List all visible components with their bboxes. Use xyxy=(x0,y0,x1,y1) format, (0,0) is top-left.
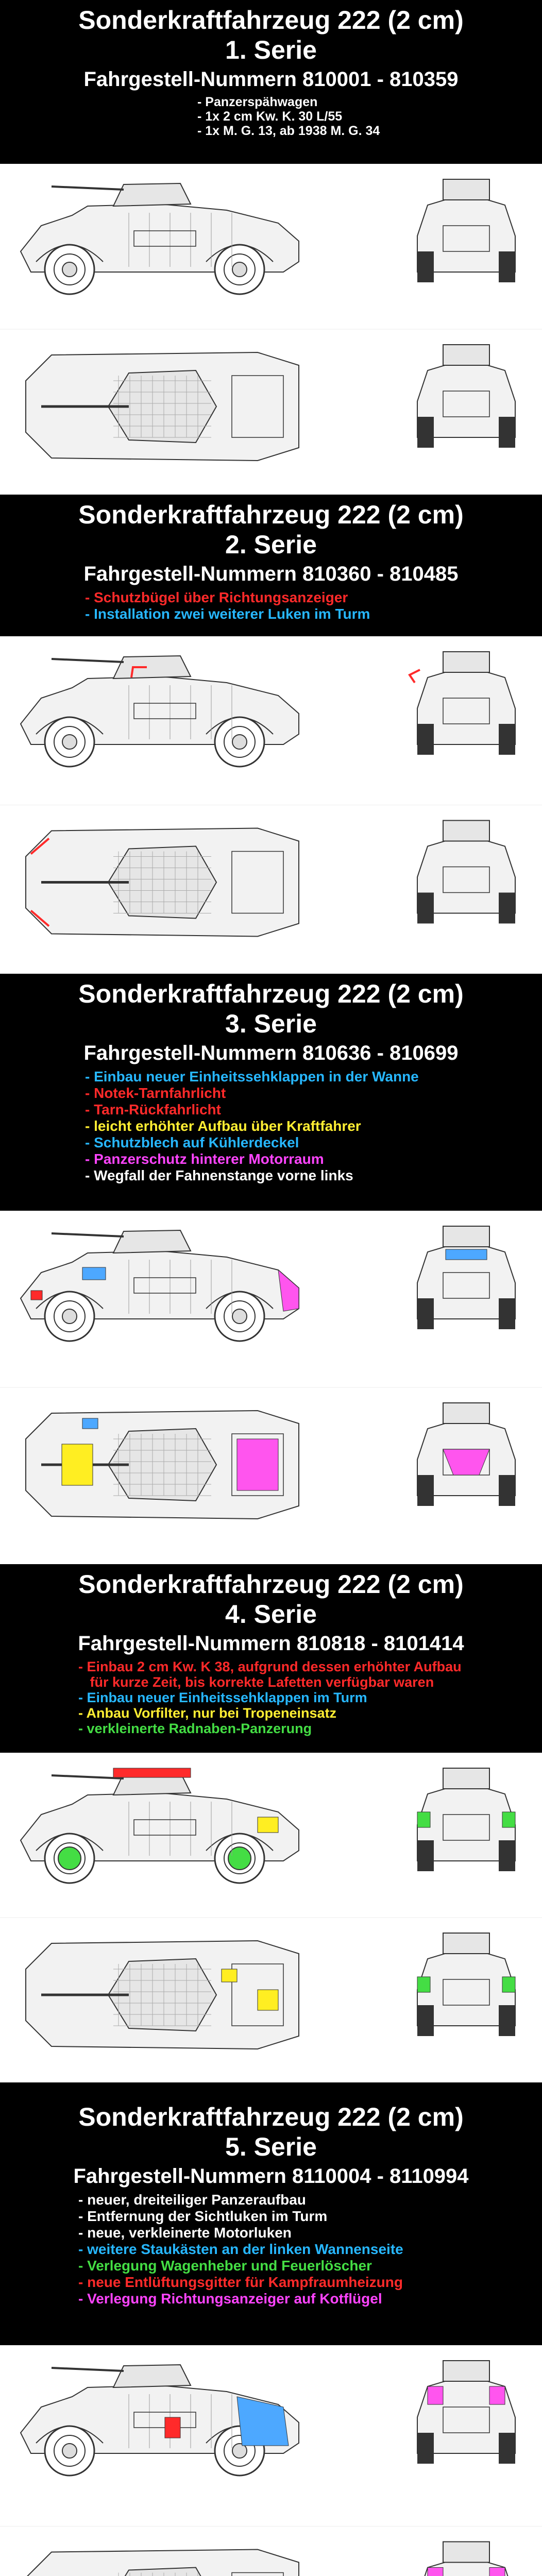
rear-view xyxy=(417,2542,515,2576)
section-series: 2. Serie xyxy=(225,530,317,559)
wheel-hub xyxy=(232,735,247,749)
note-item: - neue, verkleinerte Motorluken xyxy=(78,2225,292,2241)
turret-front xyxy=(443,821,489,841)
section-title: Sonderkraftfahrzeug 222 (2 cm) xyxy=(78,6,464,35)
wheel-hub xyxy=(232,1309,247,1324)
vision-port-highlight xyxy=(82,1267,106,1280)
change-notes xyxy=(0,2192,542,2307)
section-series: 5. Serie xyxy=(225,2132,317,2161)
wheel-hub xyxy=(62,2444,77,2458)
wheel-hub xyxy=(62,262,77,277)
side-view xyxy=(21,183,299,294)
side-view xyxy=(21,1768,299,1883)
side-view xyxy=(21,656,299,767)
note-item: - Verlegung Wagenheber und Feuerlöscher xyxy=(78,2258,372,2274)
turret-side xyxy=(113,183,191,206)
section-chassis-numbers: Fahrgestell-Nummern 810818 - 8101414 xyxy=(78,1632,464,1655)
wheel-hub xyxy=(62,1309,77,1324)
note-item: - Anbau Vorfilter, nur bei Tropeneinsatz xyxy=(78,1705,337,1721)
guard-highlight xyxy=(410,670,420,683)
top-view xyxy=(26,1941,299,2049)
indicator-highlight xyxy=(489,2386,505,2404)
radiator-guard-highlight xyxy=(82,1418,98,1429)
change-notes xyxy=(0,589,542,622)
change-notes xyxy=(0,1659,542,1736)
tyre xyxy=(417,1475,434,1506)
prefilter-highlight xyxy=(258,1990,278,2010)
rear-view xyxy=(417,821,515,924)
engine-armour-highlight xyxy=(237,1439,278,1490)
note-item: - Tarn-Rückfahrlicht xyxy=(85,1101,221,1117)
gun-barrel xyxy=(52,2368,124,2371)
note-item: - Panzerschutz hinterer Motorraum xyxy=(85,1151,324,1167)
top-view xyxy=(26,2550,299,2576)
section-1-header xyxy=(0,0,542,164)
turret-front xyxy=(443,179,489,200)
section-chassis-numbers: Fahrgestell-Nummern 810001 - 810359 xyxy=(83,68,459,91)
turret-front xyxy=(443,345,489,365)
change-notes xyxy=(0,95,542,138)
note-item: - Notek-Tarnfahrlicht xyxy=(85,1085,226,1101)
notek-light-highlight xyxy=(31,1291,42,1300)
section-2-drawings xyxy=(0,636,542,974)
note-item: - Panzerspähwagen xyxy=(197,95,318,109)
turret-front xyxy=(443,1768,489,1789)
section-4-header xyxy=(0,1564,542,1753)
section-4-drawings xyxy=(0,1753,542,2082)
turret-front xyxy=(443,1226,489,1247)
section-series: 1. Serie xyxy=(225,36,317,64)
hub-armour-highlight xyxy=(417,1977,430,1992)
section-5-header xyxy=(0,2082,542,2345)
note-item: - Installation zwei weiterer Luken im Turm xyxy=(85,606,370,622)
wheel-hub xyxy=(62,735,77,749)
prefilter-highlight xyxy=(222,1969,237,1982)
vehicle-drawing xyxy=(0,164,542,495)
section-series: 4. Serie xyxy=(225,1600,317,1629)
tyre xyxy=(417,251,434,282)
stowage-highlight xyxy=(237,2397,289,2446)
wheel-hub xyxy=(232,262,247,277)
front-view xyxy=(417,1226,515,1329)
vision-port-highlight xyxy=(446,1249,487,1260)
hub-armour-highlight xyxy=(502,1812,515,1827)
section-chassis-numbers: Fahrgestell-Nummern 8110004 - 8110994 xyxy=(73,2165,469,2188)
tyre xyxy=(417,1840,434,1871)
turret-front xyxy=(443,652,489,672)
front-view xyxy=(417,1768,515,1871)
tyre xyxy=(499,251,515,282)
change-notes xyxy=(0,1069,542,1184)
turret-front xyxy=(443,1933,489,1954)
section-series: 3. Serie xyxy=(225,1009,317,1038)
note-item: - 1x 2 cm Kw. K. 30 L/55 xyxy=(197,109,343,124)
driver-superstructure-highlight xyxy=(62,1444,93,1485)
gun-barrel xyxy=(52,659,124,662)
vehicle-drawing xyxy=(0,1753,542,2082)
section-chassis-numbers: Fahrgestell-Nummern 810360 - 810485 xyxy=(83,563,459,585)
indicator-highlight xyxy=(428,2568,443,2576)
tyre xyxy=(499,1840,515,1871)
section-3-header xyxy=(0,974,542,1211)
note-item: - Verlegung Richtungsanzeiger auf Kotflügel xyxy=(78,2291,382,2307)
side-view xyxy=(21,1230,299,1341)
turret-side xyxy=(113,2365,191,2387)
rear-view xyxy=(417,345,515,448)
top-view xyxy=(26,352,299,461)
note-item: - Einbau neuer Einheitssehklappen in der Wanne xyxy=(85,1069,419,1084)
tyre xyxy=(499,2005,515,2036)
indicator-highlight xyxy=(489,2568,505,2576)
note-item: - Schutzbügel über Richtungsanzeiger xyxy=(85,589,348,605)
vehicle-drawing xyxy=(0,636,542,974)
rear-view xyxy=(417,1933,515,2036)
tyre xyxy=(417,417,434,448)
prefilter-highlight xyxy=(258,1817,278,1833)
tyre xyxy=(499,1475,515,1506)
note-item: - verkleinerte Radnaben-Panzerung xyxy=(78,1721,312,1736)
section-3-drawings xyxy=(0,1211,542,1564)
section-1-drawings xyxy=(0,164,542,495)
turret-front xyxy=(443,1403,489,1423)
tyre xyxy=(499,417,515,448)
note-item: - Einbau neuer Einheitssehklappen im Turm xyxy=(78,1690,367,1705)
note-item: - Wegfall der Fahnenstange vorne links xyxy=(85,1167,353,1183)
section-chassis-numbers: Fahrgestell-Nummern 810636 - 810699 xyxy=(83,1042,459,1064)
note-item: - Einbau 2 cm Kw. K 38, aufgrund dessen erhöhter Aufbau xyxy=(78,1659,462,1674)
turret-front xyxy=(443,2542,489,2563)
vent-grill-highlight xyxy=(165,2417,180,2438)
note-item: - Entfernung der Sichtluken im Turm xyxy=(78,2208,328,2224)
note-item: - neue Entlüftungsgitter für Kampfraumheizung xyxy=(78,2274,403,2290)
tyre xyxy=(499,2433,515,2464)
raised-superstructure-highlight xyxy=(113,1768,191,1777)
section-title: Sonderkraftfahrzeug 222 (2 cm) xyxy=(78,979,464,1008)
vehicle-drawing xyxy=(0,2345,542,2576)
section-title: Sonderkraftfahrzeug 222 (2 cm) xyxy=(78,1570,464,1599)
gun-barrel xyxy=(52,187,124,190)
note-item: - 1x M. G. 13, ab 1938 M. G. 34 xyxy=(197,124,380,138)
section-title: Sonderkraftfahrzeug 222 (2 cm) xyxy=(78,2103,464,2131)
tyre xyxy=(417,2005,434,2036)
wheel-hub xyxy=(58,1847,81,1870)
front-view xyxy=(410,652,515,755)
tyre xyxy=(499,724,515,755)
note-item: - Schutzblech auf Kühlerdeckel xyxy=(85,1134,299,1150)
gun-barrel xyxy=(52,1775,124,1778)
turret-front xyxy=(443,2361,489,2381)
gun-barrel xyxy=(52,1233,124,1236)
note-item: - weitere Staukästen an der linken Wannenseite xyxy=(78,2241,403,2257)
side-view xyxy=(21,2365,299,2476)
tyre xyxy=(499,893,515,924)
hub-armour-highlight xyxy=(502,1977,515,1992)
top-view xyxy=(26,1411,299,1519)
top-view xyxy=(26,828,299,937)
indicator-highlight xyxy=(428,2386,443,2404)
front-view xyxy=(417,179,515,282)
section-5-drawings xyxy=(0,2345,542,2576)
tyre xyxy=(417,1298,434,1329)
note-item: - leicht erhöhter Aufbau über Kraftfahrer xyxy=(85,1118,361,1134)
tyre xyxy=(499,1298,515,1329)
front-view xyxy=(417,2361,515,2464)
tyre xyxy=(417,893,434,924)
hub-armour-highlight xyxy=(417,1812,430,1827)
section-2-header xyxy=(0,495,542,636)
vehicle-drawing xyxy=(0,1211,542,1564)
turret-side xyxy=(113,656,191,679)
note-item: - neuer, dreiteiliger Panzeraufbau xyxy=(78,2192,306,2208)
turret-side xyxy=(113,1230,191,1253)
section-title: Sonderkraftfahrzeug 222 (2 cm) xyxy=(78,500,464,529)
tyre xyxy=(417,2433,434,2464)
note-item: für kurze Zeit, bis korrekte Lafetten verfügbar waren xyxy=(78,1674,434,1690)
rear-view xyxy=(417,1403,515,1506)
tyre xyxy=(417,724,434,755)
